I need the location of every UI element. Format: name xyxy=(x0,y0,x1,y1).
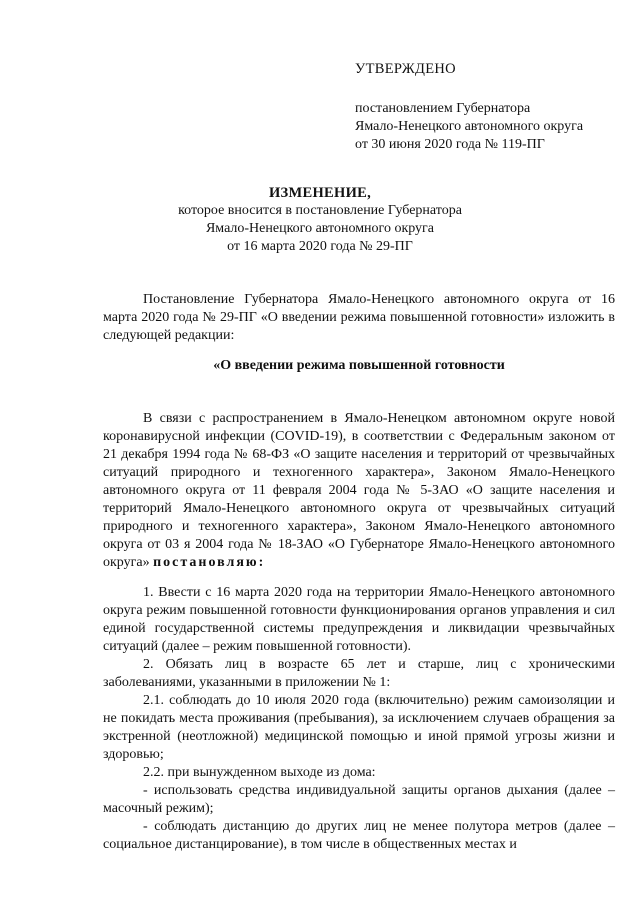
preamble-text: В связи с распространением в Ямало-Ненецком автономном округе новой коронавирусной инфекции (COVID-19), в соответствии с Федеральным законом от 21 декабря 1994 года № 68-ФЗ «О защите населения и территорий от чрезвычайных ситуаций природного и техногенного характера», Законом Ямало-Ненецкого автономного округа от 11 февраля 2004 года № 5-ЗАО «О защите населения и территорий Ямало-Ненецкого автономного округа от чрезвычайных ситуаций природного и техногенного характера», Законом Ямало-Ненецкого автономного округа от 03 я 2004 года № 18-ЗАО «О Губернаторе Ямало-Ненецкого автономного округа» xyxy=(103,411,615,570)
decree-word: постановляю: xyxy=(153,555,266,570)
intro-paragraph: Постановление Губернатора Ямало-Ненецкого автономного округа от 16 марта 2020 года № 29-ПГ «О введении режима повышенной готовности» изложить в следующей редакции: xyxy=(103,292,615,343)
heading-line: которое вносится в постановление Губернатора xyxy=(178,203,462,218)
approval-block xyxy=(355,60,625,154)
heading-line: Ямало-Ненецкого автономного округа xyxy=(205,221,435,236)
approval-line: Ямало-Ненецкого автономного округа xyxy=(355,119,584,134)
item-1: 1. Ввести с 16 марта 2020 года на территории Ямало-Ненецкого автономного округа режим повышенной готовности функционирования органов управления и сил единой государственной системы предупреждения и ликвидации чрезвычайных ситуаций (далее – режим повышенной готовности). xyxy=(103,585,615,654)
heading-title: ИЗМЕНЕНИЕ, xyxy=(268,185,372,201)
heading-line: от 16 марта 2020 года № 29-ПГ xyxy=(227,239,413,254)
preamble-paragraph xyxy=(103,410,615,572)
item-2-2-a: - использовать средства индивидуальной защиты органов дыхания (далее – масочный режим); xyxy=(103,783,615,816)
item-2-2: 2.2. при вынужденном выходе из дома: xyxy=(143,765,376,780)
approval-line: от 30 июня 2020 года № 119-ПГ xyxy=(355,137,545,152)
document-heading xyxy=(60,184,580,256)
decree-subtitle: «О введении режима повышенной готовности xyxy=(213,358,505,373)
item-2: 2. Обязать лиц в возрасте 65 лет и старше, лиц с хроническими заболеваниями, указанными в приложении № 1: xyxy=(103,657,615,690)
decree-items xyxy=(103,584,615,854)
approval-stamp: УТВЕРЖДЕНО xyxy=(355,61,456,77)
item-2-1: 2.1. соблюдать до 10 июля 2020 года (включительно) режим самоизоляции и не покидать места проживания (пребывания), за исключением случаев обращения за экстренной (неотложной) медицинской помощью и иной прямой угрозы жизни и здоровью; xyxy=(103,693,615,762)
item-2-2-b: - соблюдать дистанцию до других лиц не менее полутора метров (далее – социальное дистанцирование), в том числе в общественных местах и xyxy=(103,819,615,852)
approval-line: постановлением Губернатора xyxy=(355,101,531,116)
